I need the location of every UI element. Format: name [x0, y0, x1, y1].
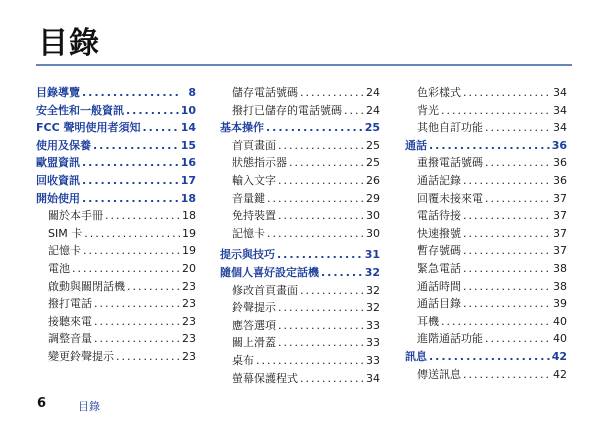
footer-section-label: 目錄: [78, 400, 100, 413]
toc-entry-page: 19: [182, 244, 196, 258]
toc-sub-entry[interactable]: [405, 242, 567, 260]
toc-entry-label: 色彩樣式: [417, 86, 461, 99]
toc-entry-label: 通話目錄: [417, 297, 461, 311]
toc-entry-label: 應答選項: [232, 318, 276, 332]
toc-sub-entry[interactable]: [36, 348, 196, 366]
toc-sub-entry[interactable]: [405, 330, 567, 348]
toc-sub-entry[interactable]: [220, 225, 380, 243]
toc-entry-page: 34: [553, 86, 567, 99]
toc-entry-label: 目錄導覽: [36, 86, 80, 99]
toc-sub-entry[interactable]: [220, 299, 380, 317]
toc-entry-label: 撥打已儲存的電話號碼: [232, 103, 342, 117]
page-title: 目錄: [38, 26, 100, 61]
toc-sub-entry[interactable]: [405, 313, 567, 331]
toc-sub-entry[interactable]: [220, 172, 380, 190]
toc-sub-entry[interactable]: [220, 137, 380, 155]
toc-entry-label: 狀態指示器: [232, 156, 287, 170]
toc-leader-dots: [94, 315, 180, 328]
toc-section-entry[interactable]: [220, 246, 380, 264]
toc-sub-entry[interactable]: [405, 295, 567, 313]
toc-sub-entry[interactable]: [36, 242, 196, 260]
toc-entry-page: 34: [553, 121, 567, 135]
toc-entry-page: 34: [366, 371, 380, 385]
toc-sub-entry[interactable]: [405, 278, 567, 296]
toc-entry-label: 電話待接: [417, 209, 461, 223]
toc-entry-page: 33: [366, 353, 380, 367]
toc-entry-label: 儲存電話號碼: [232, 86, 298, 99]
toc-entry-page: 37: [553, 209, 567, 223]
toc-entry-page: 34: [553, 103, 567, 117]
toc-entry-page: 32: [366, 283, 380, 297]
toc-leader-dots: [278, 139, 364, 152]
toc-entry-page: 40: [553, 332, 567, 346]
toc-entry-page: 32: [366, 301, 380, 315]
toc-leader-dots: [82, 156, 179, 169]
toc-entry-label: 記憶卡: [232, 226, 265, 240]
toc-leader-dots: [463, 262, 551, 275]
toc-entry-page: 14: [180, 121, 196, 135]
toc-entry-label: 免持裝置: [232, 209, 276, 223]
toc-sub-entry[interactable]: [220, 207, 380, 225]
toc-section-entry[interactable]: [405, 137, 567, 155]
toc-entry-label: 修改首頁畫面: [232, 283, 298, 297]
toc-entry-label: 安全性和一般資訊: [36, 103, 124, 117]
toc-leader-dots: [463, 368, 551, 381]
toc-sub-entry[interactable]: [220, 190, 380, 208]
toc-sub-entry[interactable]: [220, 154, 380, 172]
toc-leader-dots: [93, 139, 179, 152]
toc-sub-entry[interactable]: [36, 278, 196, 296]
toc-section-entry[interactable]: [36, 190, 196, 208]
toc-entry-page: 25: [366, 138, 380, 152]
toc-section-entry[interactable]: [220, 119, 380, 137]
toc-entry-label: 歐盟資訊: [36, 156, 80, 170]
toc-entry-page: 36: [551, 138, 567, 152]
toc-entry-label: 背光: [417, 103, 439, 117]
toc-leader-dots: [429, 350, 550, 363]
toc-entry-page: 26: [366, 173, 380, 187]
toc-leader-dots: [463, 280, 551, 293]
toc-entry-label: 調整音量: [48, 332, 92, 346]
toc-entry-page: 30: [366, 226, 380, 240]
toc-entry-label: 接聽來電: [48, 314, 92, 328]
toc-section-entry[interactable]: [220, 264, 380, 282]
toc-entry-label: 關於本手冊: [48, 209, 103, 223]
toc-sub-entry[interactable]: [220, 282, 380, 300]
toc-entry-page: 39: [553, 297, 567, 311]
toc-leader-dots: [267, 227, 364, 240]
toc-entry-label: SIM 卡: [48, 226, 83, 240]
toc-entry-label: 重撥電話號碼: [417, 156, 483, 170]
toc-entry-page: 29: [366, 191, 380, 205]
toc-column-1: [36, 84, 196, 366]
toc-entry-label: 開始使用: [36, 191, 80, 205]
toc-entry-page: 42: [553, 367, 567, 381]
toc-entry-label: 記憶卡: [48, 244, 81, 258]
toc-sub-entry[interactable]: [220, 352, 380, 370]
toc-leader-dots: [485, 192, 551, 205]
toc-entry-page: 31: [364, 248, 380, 262]
toc-entry-page: 10: [180, 103, 196, 117]
toc-entry-page: 37: [553, 191, 567, 205]
toc-leader-dots: [463, 209, 551, 222]
toc-entry-label: 暫存號碼: [417, 244, 461, 258]
toc-section-entry[interactable]: [36, 154, 196, 172]
toc-entry-label: 關上滑蓋: [232, 336, 276, 350]
toc-section-entry[interactable]: [36, 172, 196, 190]
toc-entry-label: 通話時間: [417, 279, 461, 293]
toc-leader-dots: [94, 332, 180, 345]
toc-entry-label: 撥打電話: [48, 297, 92, 311]
toc-section-entry[interactable]: [36, 119, 196, 137]
toc-sub-entry[interactable]: [36, 295, 196, 313]
toc-leader-dots: [485, 121, 551, 134]
toc-entry-label: 桌布: [232, 353, 254, 367]
toc-entry-page: 18: [182, 209, 196, 223]
toc-entry-page: 33: [366, 318, 380, 332]
toc-section-entry[interactable]: [36, 137, 196, 155]
toc-entry-label: FCC 聲明使用者須知: [36, 121, 141, 135]
toc-leader-dots: [94, 297, 180, 310]
toc-entry-page: 38: [553, 261, 567, 275]
toc-entry-label: 訊息: [405, 349, 427, 363]
toc-leader-dots: [82, 86, 182, 99]
page-number: 6: [37, 396, 47, 411]
toc-section-entry[interactable]: [36, 102, 196, 120]
toc-entry-page: 42: [551, 349, 567, 363]
toc-entry-label: 傳送訊息: [417, 367, 461, 381]
toc-sub-entry[interactable]: [405, 225, 567, 243]
toc-entry-label: 耳機: [417, 314, 439, 328]
toc-leader-dots: [463, 86, 551, 99]
toc-sub-entry[interactable]: [405, 207, 567, 225]
toc-leader-dots: [82, 174, 179, 187]
toc-entry-label: 通話記錄: [417, 173, 461, 187]
toc-entry-page: 18: [180, 191, 196, 205]
toc-leader-dots: [463, 174, 551, 187]
toc-entry-page: 19: [182, 226, 196, 240]
toc-leader-dots: [485, 332, 551, 345]
toc-leader-dots: [278, 209, 364, 222]
toc-sub-entry[interactable]: [36, 313, 196, 331]
toc-leader-dots: [300, 372, 364, 385]
toc-entry-page: 23: [182, 297, 196, 311]
toc-leader-dots: [116, 350, 180, 363]
toc-leader-dots: [72, 262, 180, 275]
toc-entry-page: 37: [553, 226, 567, 240]
toc-leader-dots: [143, 121, 179, 134]
toc-leader-dots: [441, 104, 551, 117]
toc-leader-dots: [429, 139, 550, 152]
toc-leader-dots: [278, 301, 364, 314]
toc-leader-dots: [344, 104, 364, 117]
toc-entry-page: 25: [364, 121, 380, 135]
toc-column-3: [405, 84, 567, 383]
toc-entry-page: 30: [366, 209, 380, 223]
toc-entry-label: 音量鍵: [232, 191, 265, 205]
toc-sub-entry[interactable]: [220, 84, 380, 102]
toc-leader-dots: [278, 174, 364, 187]
toc-leader-dots: [278, 319, 364, 332]
toc-entry-label: 啟動與關閉話機: [48, 279, 125, 293]
toc-leader-dots: [266, 121, 363, 134]
toc-sub-entry[interactable]: [405, 260, 567, 278]
toc-entry-label: 緊急電話: [417, 261, 461, 275]
toc-leader-dots: [300, 284, 364, 297]
toc-entry-label: 螢幕保護程式: [232, 371, 298, 385]
toc-leader-dots: [82, 192, 179, 205]
toc-entry-label: 輸入文字: [232, 173, 276, 187]
toc-entry-label: 通話: [405, 138, 427, 152]
toc-entry-page: 15: [180, 138, 196, 152]
toc-leader-dots: [289, 156, 364, 169]
toc-sub-entry[interactable]: [36, 207, 196, 225]
toc-entry-page: 37: [553, 244, 567, 258]
toc-entry-page: 38: [553, 279, 567, 293]
toc-sub-entry[interactable]: [405, 119, 567, 137]
toc-entry-label: 隨個人喜好設定話機: [220, 265, 319, 279]
toc-entry-page: 36: [553, 156, 567, 170]
toc-sub-entry[interactable]: [36, 225, 196, 243]
toc-leader-dots: [463, 244, 551, 257]
toc-sub-entry[interactable]: [36, 260, 196, 278]
toc-entry-page: 16: [180, 156, 196, 170]
toc-entry-label: 回收資訊: [36, 173, 80, 187]
toc-entry-label: 回覆未接來電: [417, 191, 483, 205]
toc-leader-dots: [105, 209, 180, 222]
toc-entry-label: 其他自訂功能: [417, 121, 483, 135]
toc-sub-entry[interactable]: [405, 154, 567, 172]
toc-entry-label: 鈴聲提示: [232, 301, 276, 315]
toc-sub-entry[interactable]: [405, 102, 567, 120]
toc-entry-label: 快速撥號: [417, 226, 461, 240]
toc-leader-dots: [277, 248, 363, 261]
toc-column-2: [220, 84, 380, 387]
toc-leader-dots: [84, 227, 180, 240]
toc-leader-dots: [300, 86, 364, 99]
toc-entry-page: 20: [182, 261, 196, 275]
toc-entry-page: 24: [366, 86, 380, 99]
toc-leader-dots: [267, 192, 364, 205]
toc-entry-label: 進階通話功能: [417, 332, 483, 346]
toc-entry-page: 23: [182, 332, 196, 346]
title-rule: [36, 64, 572, 66]
toc-sub-entry[interactable]: [405, 366, 567, 384]
toc-leader-dots: [126, 104, 179, 117]
toc-entry-label: 基本操作: [220, 121, 264, 135]
toc-leader-dots: [485, 156, 551, 169]
toc-entry-page: 23: [182, 279, 196, 293]
toc-leader-dots: [256, 354, 364, 367]
toc-entry-page: 24: [366, 103, 380, 117]
toc-sub-entry[interactable]: [405, 84, 567, 102]
toc-sub-entry[interactable]: [36, 330, 196, 348]
toc-sub-entry[interactable]: [405, 190, 567, 208]
toc-entry-label: 首頁畫面: [232, 138, 276, 152]
toc-sub-entry[interactable]: [220, 102, 380, 120]
toc-sub-entry[interactable]: [220, 317, 380, 335]
toc-entry-label: 變更鈴聲提示: [48, 349, 114, 363]
toc-entry-page: 25: [366, 156, 380, 170]
toc-section-entry[interactable]: [405, 348, 567, 366]
toc-leader-dots: [321, 266, 363, 279]
toc-leader-dots: [441, 315, 551, 328]
toc-leader-dots: [463, 227, 551, 240]
toc-leader-dots: [278, 336, 364, 349]
toc-section-entry[interactable]: [36, 84, 196, 102]
toc-entry-label: 使用及保養: [36, 138, 91, 152]
toc-entry-page: 17: [180, 173, 196, 187]
toc-leader-dots: [83, 244, 180, 257]
toc-entry-page: 23: [182, 349, 196, 363]
toc-entry-page: 32: [364, 265, 380, 279]
toc-entry-page: 33: [366, 336, 380, 350]
toc-entry-label: 提示與技巧: [220, 248, 275, 262]
toc-sub-entry[interactable]: [405, 172, 567, 190]
toc-sub-entry[interactable]: [220, 334, 380, 352]
toc-entry-label: 電池: [48, 261, 70, 275]
toc-leader-dots: [127, 280, 180, 293]
toc-entry-page: 23: [182, 314, 196, 328]
toc-leader-dots: [463, 297, 551, 310]
toc-sub-entry[interactable]: [220, 370, 380, 388]
toc-entry-page: 8: [188, 86, 196, 99]
toc-entry-page: 40: [553, 314, 567, 328]
toc-entry-page: 36: [553, 173, 567, 187]
